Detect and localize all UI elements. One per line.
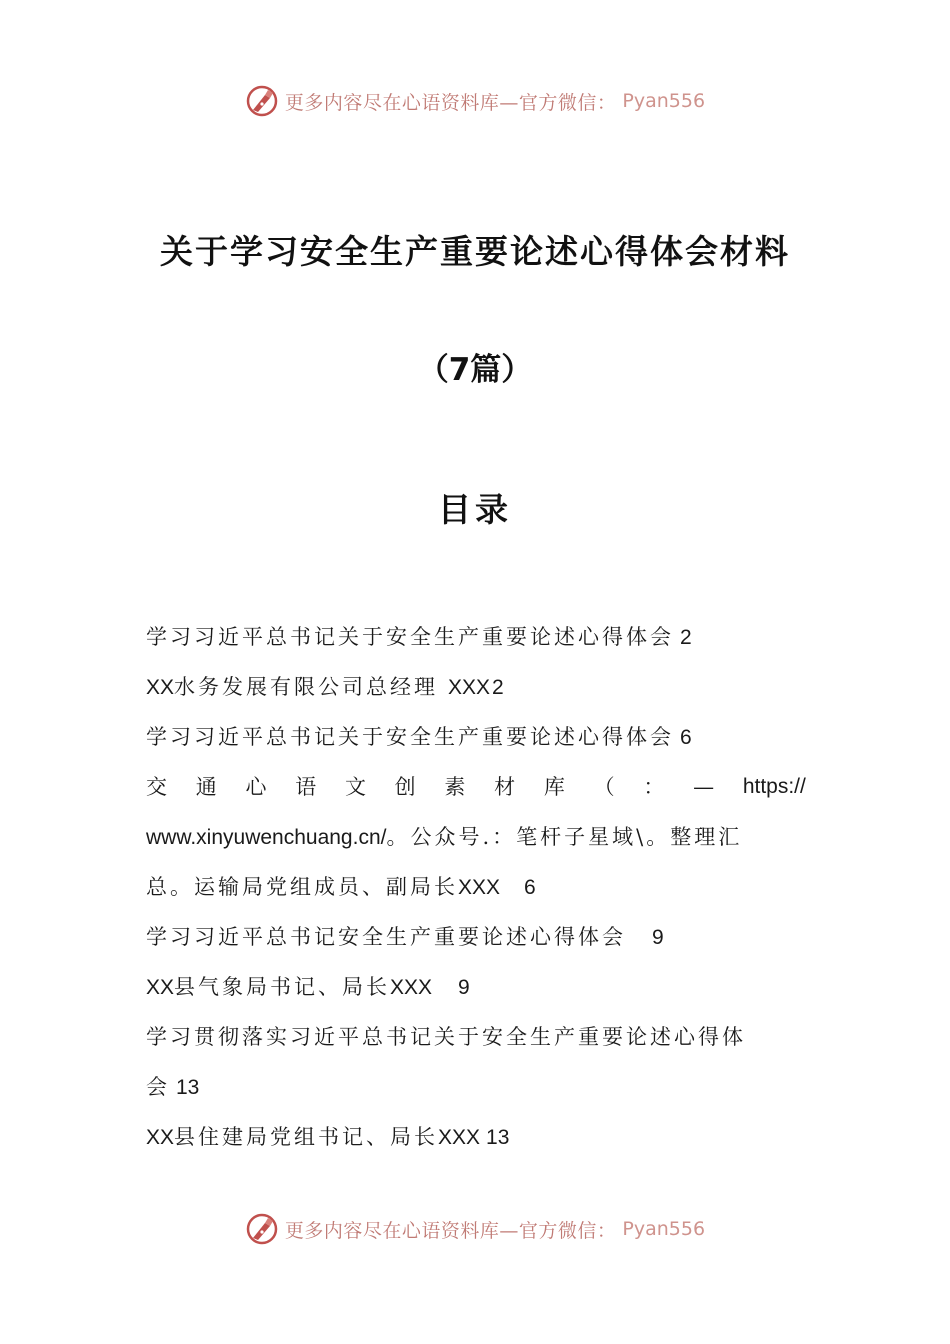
toc-entry-text: 县住建局党组书记、局长 bbox=[174, 1125, 439, 1149]
toc-page-number: 9 bbox=[458, 976, 470, 999]
watermark-wechat-id: Pyan556 bbox=[622, 1218, 706, 1240]
toc-line bbox=[146, 662, 806, 712]
footer-watermark bbox=[0, 1212, 950, 1246]
toc-entry-text: 会 bbox=[146, 1075, 170, 1099]
toc-spaced-char: — bbox=[693, 775, 715, 799]
toc-entry-prefix: XX bbox=[146, 1126, 175, 1149]
toc-entry-text: 学习贯彻落实习近平总书记关于安全生产重要论述心得体 bbox=[146, 1025, 746, 1049]
toc-page-number: 2 bbox=[680, 626, 692, 649]
toc-spaced-char: 语 bbox=[295, 775, 317, 799]
pen-nib-circle-icon bbox=[245, 1212, 279, 1246]
toc-spaced-char: 心 bbox=[245, 775, 267, 799]
toc-entry-name: XXX bbox=[448, 676, 491, 699]
table-of-contents bbox=[146, 612, 806, 1162]
toc-spaced-char: 库 bbox=[543, 775, 565, 799]
toc-page-number: 13 bbox=[486, 1126, 510, 1149]
document-title: 关于学习安全生产重要论述心得体会材料 bbox=[160, 232, 790, 271]
toc-entry-text: 总。运输局党组成员、副局长 bbox=[146, 875, 458, 899]
toc-line bbox=[146, 712, 806, 762]
toc-entry-prefix: XX bbox=[146, 976, 175, 999]
document-subtitle: （7篇） bbox=[417, 352, 533, 388]
toc-line bbox=[146, 612, 806, 662]
toc-entry-text: 县气象局书记、局长 bbox=[174, 975, 391, 999]
toc-page-number: 9 bbox=[652, 926, 664, 949]
toc-line bbox=[146, 1112, 806, 1162]
toc-spaced-char: 创 bbox=[394, 775, 416, 799]
pen-nib-circle-icon bbox=[245, 84, 279, 118]
watermark-text: 更多内容尽在心语资料库—官方微信： bbox=[284, 1219, 617, 1242]
toc-spaced-char: 通 bbox=[195, 775, 217, 799]
toc-entry-url: www.xinyuwenchuang.cn/ bbox=[146, 826, 387, 849]
toc-spaced-char: 材 bbox=[494, 775, 516, 799]
toc-spaced-char: 素 bbox=[444, 775, 466, 799]
toc-line bbox=[146, 912, 806, 962]
toc-line bbox=[146, 1012, 806, 1062]
toc-line bbox=[146, 812, 806, 862]
toc-line bbox=[146, 962, 806, 1012]
toc-entry-prefix: XX bbox=[146, 676, 175, 699]
toc-entry-text: 水务发展有限公司总经理 bbox=[174, 675, 439, 699]
toc-entry-text: 学习习近平总书记安全生产重要论述心得体会 bbox=[146, 925, 626, 949]
toc-entry-name: XXX bbox=[390, 976, 433, 999]
toc-line bbox=[146, 862, 806, 912]
toc-line bbox=[146, 762, 806, 812]
toc-heading: 目录 bbox=[438, 490, 512, 529]
toc-spaced-char: https:// bbox=[742, 775, 806, 798]
toc-entry-name: XXX bbox=[438, 1126, 481, 1149]
toc-page-number: 13 bbox=[176, 1076, 200, 1099]
toc-entry-text: 。公众号.：笔杆子星域\。整理汇 bbox=[386, 825, 743, 849]
toc-entry-text: 学习习近平总书记关于安全生产重要论述心得体会 bbox=[146, 625, 674, 649]
toc-spaced-char: 交 bbox=[146, 775, 167, 799]
toc-spaced-char: 文 bbox=[344, 775, 366, 799]
watermark-text: 更多内容尽在心语资料库—官方微信： bbox=[284, 91, 617, 114]
toc-spaced-char: ： bbox=[643, 775, 665, 799]
watermark-wechat-id: Pyan556 bbox=[622, 90, 706, 112]
toc-entry-text: 学习习近平总书记关于安全生产重要论述心得体会 bbox=[146, 725, 674, 749]
toc-entry-name: XXX bbox=[458, 876, 501, 899]
toc-page-number: 6 bbox=[680, 726, 692, 749]
toc-spaced-char: （ bbox=[593, 775, 615, 799]
header-watermark bbox=[0, 84, 950, 118]
toc-page-number: 2 bbox=[492, 676, 504, 699]
toc-page-number: 6 bbox=[524, 876, 536, 899]
toc-line bbox=[146, 1062, 806, 1112]
